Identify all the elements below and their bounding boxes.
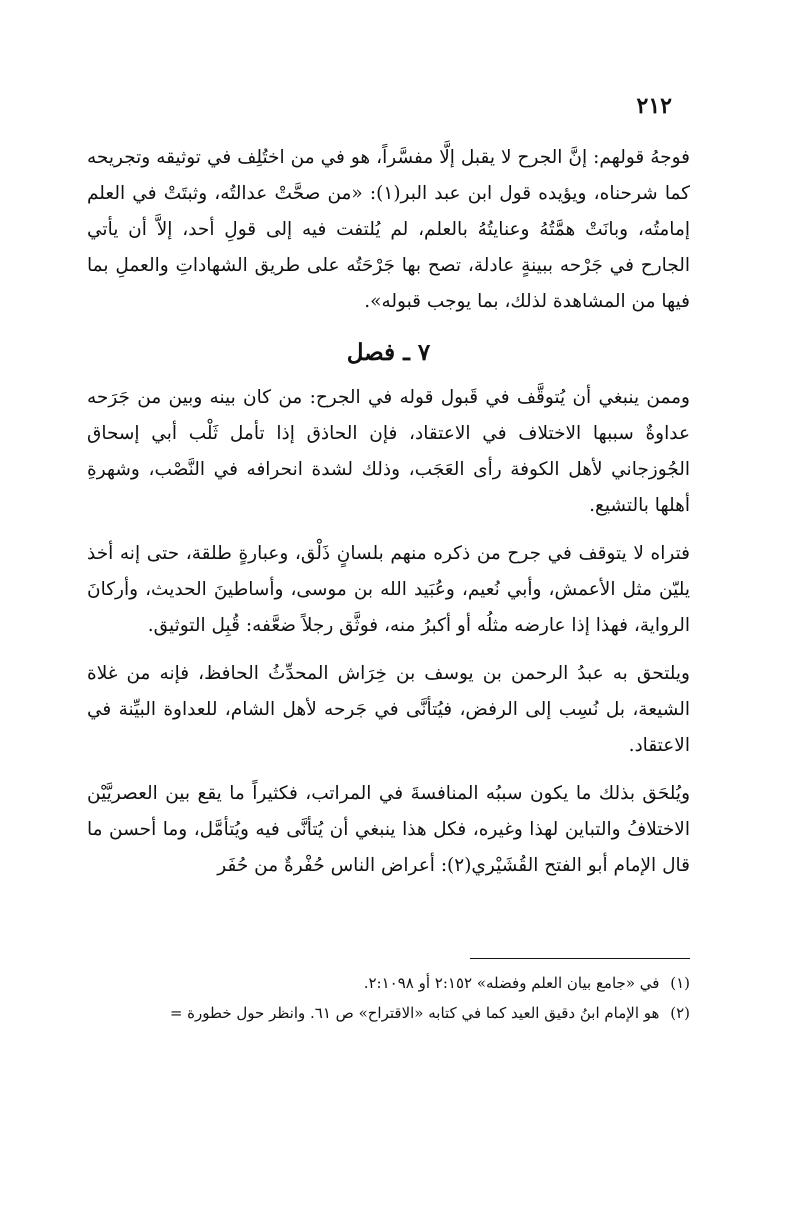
paragraph-5: ويُلحَق بذلك ما يكون سببُه المنافسةَ في المراتب، فكثيراً ما يقع بين العصريَّيْن الاختلافُ والتباين لهذا وغيره، فكل هذا ينبغي أن يُتأنَّى فيه ويُتأمَّل، وما أحسن ما قال الإمام أبو الفتح القُشَيْري(٢): أعراض الناس حُفْرةٌ من حُفَر <box>87 783 690 876</box>
footnote-text: هو الإمام ابنُ دقيق العيد كما في كتابه «الاقتراح» ص ٦١. وانظر حول خطورة = <box>169 1004 660 1022</box>
footnote-divider <box>470 958 690 959</box>
section-heading: ٧ ـ فصل <box>346 339 431 366</box>
footnote-1 <box>70 968 690 998</box>
main-text <box>87 140 690 884</box>
footnotes <box>70 968 690 1028</box>
footnote-number: (٢) <box>670 1004 690 1022</box>
footnote-text: في «جامع بيان العلم وفضله» ٢:١٥٢ أو ٢:١٠٩٨. <box>363 974 660 992</box>
page-number: ٢١٢ <box>636 93 672 119</box>
paragraph-1: فوجهُ قولهم: إنَّ الجرح لا يقبل إلَّا مفسَّراً، هو في من اختُلِف في توثيقه وتجريحه كما شرحناه، ويؤيده قول ابن عبد البر(١): «من صحَّتْ عدالتُه، وثبتَتْ في العلم إمامتُه، وبانَتْ همَّتُهُ وعنايتُهُ بالعلم، لم يُلتفت فيه إلى قولِ أحد، إلاَّ أن يأتي الجارح في جَرْحه ببينةٍ عادلة، تصح بها جَرْحَتُه على طريق الشهاداتِ والعملِ بما فيها من المشاهدة لذلك، بما يوجب قبوله». <box>87 147 690 312</box>
paragraph-3: فتراه لا يتوقف في جرح من ذكره منهم بلسانٍ ذَلْق، وعبارةٍ طلقة، حتى إنه أخذ يليّن مثل الأعمش، وأبي نُعيم، وعُبَيد الله بن موسى، وأساطينَ الحديث، وأركانَ الرواية، فهذا إذا عارضه مثلُه أو أكبرُ منه، فوثَّق رجلاً ضعَّفه: قُبِل التوثيق. <box>87 543 690 636</box>
paragraph-4: ويلتحق به عبدُ الرحمن بن يوسف بن خِرَاش المحدِّثُ الحافظ، فإنه من غلاة الشيعة، بل نُسِب إلى الرفض، فيُتأنَّى في جَرحه لأهل الشام، للعداوة البيِّنة في الاعتقاد. <box>87 663 690 756</box>
footnote-2 <box>70 998 690 1028</box>
paragraph-2: وممن ينبغي أن يُتوقَّف في قَبول قوله في الجرح: من كان بينه وبين من جَرَحه عداوةٌ سببها الاختلاف في الاعتقاد، فإن الحاذق إذا تأمل ثَلْب أبي إسحاق الجُوزجاني لأهل الكوفة رأى العَجَب، وذلك لشدة انحرافه في النَّصْب، وشهرةِ أهلها بالتشيع. <box>87 387 690 516</box>
footnote-number: (١) <box>670 974 690 992</box>
